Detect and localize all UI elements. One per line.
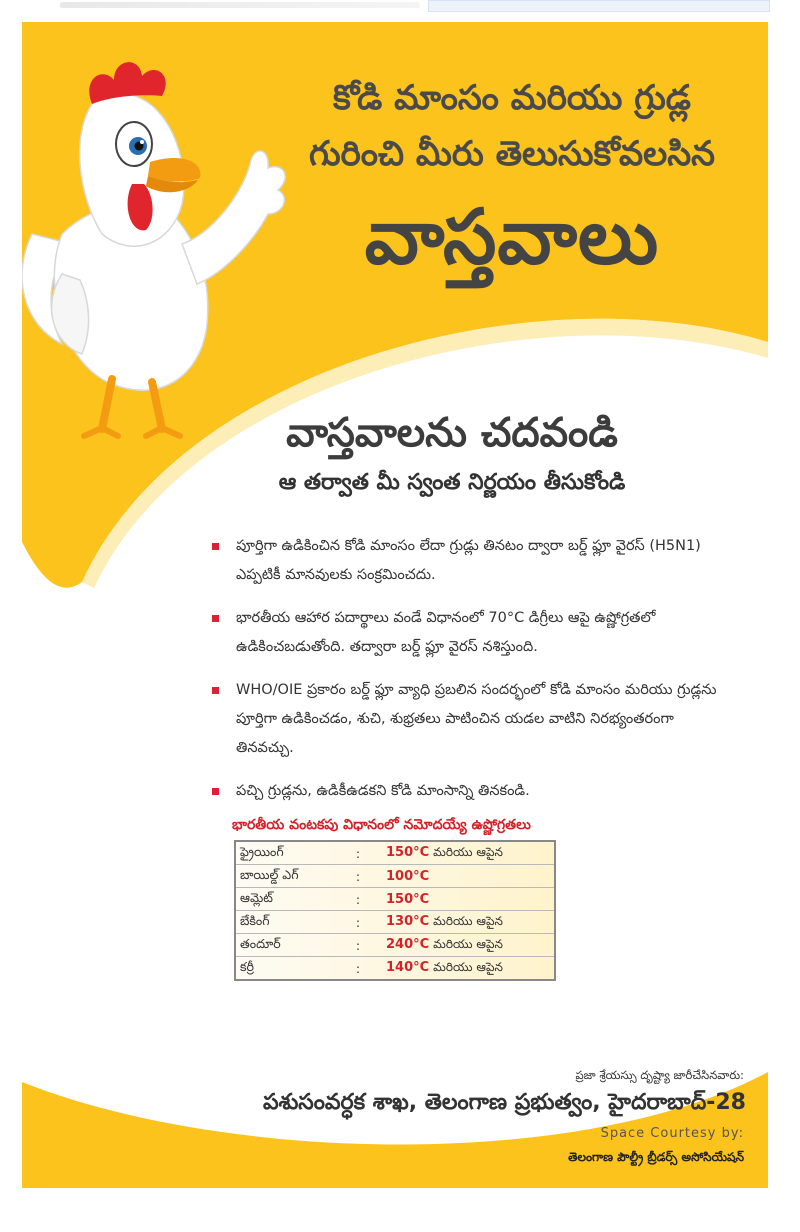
table-row: [235, 911, 555, 934]
separator-cell: :: [334, 934, 382, 957]
issued-by-label: ప్రజా శ్రేయస్సు దృష్ట్యా జారీచేసినవారు:: [575, 1068, 744, 1082]
separator-cell: :: [334, 957, 382, 981]
bullet-square-icon: [212, 543, 219, 550]
method-cell: బేకింగ్: [235, 911, 334, 934]
association-name: తెలంగాణ పౌల్ట్రీ బ్రీడర్స్ అసోసియేషన్: [568, 1150, 744, 1164]
temp-cell: [382, 888, 555, 911]
bullet-square-icon: [212, 687, 219, 694]
temp-qualifier: మరియు ఆపైన: [433, 960, 503, 974]
fact-item: [212, 777, 732, 806]
temp-value: 130°C: [386, 914, 430, 929]
temp-qualifier: మరియు ఆపైన: [433, 914, 503, 928]
method-cell: ఆమ్లెట్: [235, 888, 334, 911]
temp-value: 150°C: [386, 845, 430, 860]
subheading-secondary: ఆ తర్వాత మీ స్వంత నిర్ణయం తీసుకోండి: [278, 470, 626, 495]
bullet-square-icon: [212, 615, 219, 622]
issuer-name: పశుసంవర్ధక శాఖ, తెలంగాణ ప్రభుత్వం, హైదరాబాద్-28: [262, 1090, 746, 1115]
temp-cell: [382, 841, 555, 865]
temp-cell: [382, 911, 555, 934]
temp-value: 240°C: [386, 937, 430, 952]
temp-qualifier: మరియు ఆపైన: [433, 937, 503, 951]
headline-line-1: కోడి మాంసం మరియు గ్రుడ్ల: [333, 78, 691, 118]
fact-text: భారతీయ ఆహార పదార్థాలు వండే విధానంలో 70°C డిగ్రీలు ఆపై ఉష్ణోగ్రతలో ఉడికించబడుతోంది. తద్వారా బర్డ్ ఫ్లూ వైరస్ నశిస్తుంది.: [236, 610, 656, 655]
temp-value: 100°C: [386, 869, 430, 884]
fact-text: పచ్చి గ్రుడ్లను, ఉడికీఉడకని కోడి మాంసాన్ని తినకండి.: [236, 783, 530, 799]
table-row: [235, 934, 555, 957]
fact-item: [212, 532, 732, 590]
headline-main: వాస్తవాలు: [364, 192, 660, 281]
table-row: [235, 957, 555, 981]
headline-line-2: గురించి మీరు తెలుసుకోవలసిన: [309, 134, 715, 174]
separator-cell: :: [334, 841, 382, 865]
subheading-main: వాస్తవాలను చదవండి: [286, 410, 618, 456]
poster: [22, 22, 768, 1188]
separator-cell: :: [334, 911, 382, 934]
fact-item: [212, 604, 732, 662]
hen-mascot-illustration: [22, 44, 312, 444]
fact-item: [212, 676, 732, 763]
method-cell: కర్రీ: [235, 957, 334, 981]
table-row: [235, 888, 555, 911]
temp-cell: [382, 865, 555, 888]
table-row: [235, 841, 555, 865]
fact-text: WHO/OIE ప్రకారం బర్డ్ ఫ్లూ వ్యాధి ప్రబలిన సందర్భంలో కోడి మాంసం మరియు గ్రుడ్లను పూర్తిగా ఉడికించడం, శుచి, శుభ్రతలు పాటించిన యడల వాటిని నిరభ్యంతరంగా తినవచ్చు.: [236, 682, 717, 756]
top-bar: [428, 0, 770, 12]
method-cell: తందూర్: [235, 934, 334, 957]
separator-cell: :: [334, 865, 382, 888]
temp-value: 140°C: [386, 960, 430, 975]
temp-qualifier: మరియు ఆపైన: [433, 845, 503, 859]
fact-text: పూర్తిగా ఉడికించిన కోడి మాంసం లేదా గ్రుడ్లు తినటం ద్వారా బర్డ్ ఫ్లూ వైరస్ (H5N1) ఎప్పటికీ మానవులకు సంక్రమించదు.: [236, 538, 701, 583]
faded-text-remnant: [60, 2, 420, 8]
temp-value: 150°C: [386, 892, 430, 907]
temperature-table-title: భారతీయ వంటకపు విధానంలో నమోదయ్యే ఉష్ణోగ్రతలు: [232, 817, 531, 833]
method-cell: ఫ్రైయింగ్: [235, 841, 334, 865]
method-cell: బాయిల్డ్ ఎగ్: [235, 865, 334, 888]
temp-cell: [382, 934, 555, 957]
space-courtesy-label: Space Courtesy by:: [600, 1126, 744, 1141]
temp-cell: [382, 957, 555, 981]
table-row: [235, 865, 555, 888]
temperature-table: [234, 840, 556, 981]
separator-cell: :: [334, 888, 382, 911]
bullet-square-icon: [212, 788, 219, 795]
facts-list: [212, 532, 732, 820]
top-strip: [0, 0, 800, 22]
